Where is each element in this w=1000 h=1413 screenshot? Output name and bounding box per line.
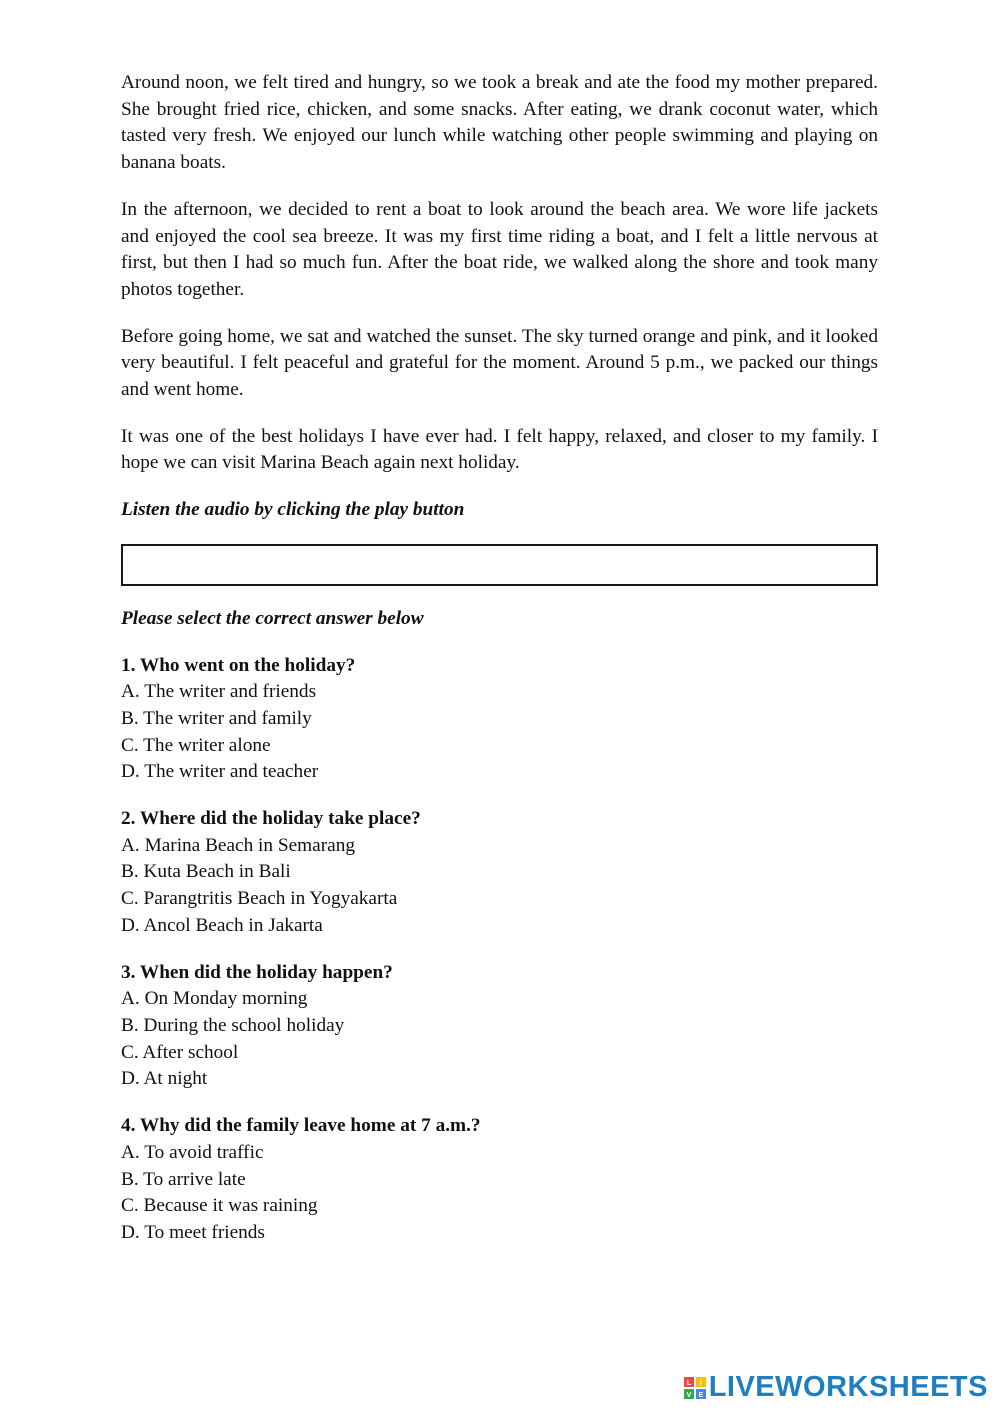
question-4 — [121, 1113, 878, 1247]
answer-option[interactable]: A. On Monday morning — [121, 988, 308, 1010]
question-2 — [121, 806, 878, 940]
svg-text:E: E — [698, 1391, 704, 1399]
story-paragraph-4: It was one of the best holidays I have ever had. I felt happy, relaxed, and closer to my family. I hope we can visit Marina Beach again next holiday. — [121, 425, 878, 474]
answer-option[interactable]: D. The writer and teacher — [121, 761, 319, 783]
question-3 — [121, 960, 878, 1094]
question-title: 2. Where did the holiday take place? — [121, 808, 421, 830]
question-title: 1. Who went on the holiday? — [121, 654, 356, 676]
answer-option[interactable]: A. To avoid traffic — [121, 1141, 264, 1163]
answer-option[interactable]: D. To meet friends — [121, 1221, 265, 1243]
question-title: 3. When did the holiday happen? — [121, 961, 393, 983]
story-paragraph-1: Around noon, we felt tired and hungry, so we took a break and ate the food my mother prepared. She brought fried rice, chicken, and some snacks. After eating, we drank coconut water, which tasted very fresh. We enjoyed our lunch while watching other people swimming and playing on banana boats. — [121, 72, 878, 174]
worksheet-content — [121, 70, 878, 1247]
svg-text:L: L — [686, 1379, 691, 1387]
story-paragraph-2: In the afternoon, we decided to rent a boat to look around the beach area. We wore life jackets and enjoyed the cool sea breeze. It was my first time riding a boat, and I felt a little nervous at first, but then I had so much fun. After the boat ride, we walked along the shore and took many photos together. — [121, 198, 878, 300]
answer-option[interactable]: C. Parangtritis Beach in Yogyakarta — [121, 888, 398, 910]
answer-option[interactable]: D. Ancol Beach in Jakarta — [121, 914, 323, 936]
story-paragraph-3: Before going home, we sat and watched the sunset. The sky turned orange and pink, and it looked very beautiful. I felt peaceful and grateful for the moment. Around 5 p.m., we packed our things and went home. — [121, 325, 878, 401]
answer-option[interactable]: B. During the school holiday — [121, 1014, 345, 1036]
svg-text:V: V — [686, 1391, 692, 1399]
answer-option[interactable]: B. To arrive late — [121, 1168, 246, 1190]
question-1 — [121, 653, 878, 787]
answer-option[interactable]: A. The writer and friends — [121, 681, 317, 703]
answer-option[interactable]: B. Kuta Beach in Bali — [121, 861, 291, 883]
answer-option[interactable]: C. Because it was raining — [121, 1195, 318, 1217]
answer-option[interactable]: C. After school — [121, 1041, 239, 1063]
audio-player-box[interactable] — [121, 544, 878, 586]
answer-option[interactable]: C. The writer alone — [121, 734, 271, 756]
answer-option[interactable]: A. Marina Beach in Semarang — [121, 834, 355, 856]
brand-name: LIVEWORKSHEETS — [708, 1371, 988, 1403]
select-instruction: Please select the correct answer below — [121, 607, 424, 629]
liveworksheets-logo-icon — [684, 1377, 706, 1399]
answer-option[interactable]: B. The writer and family — [121, 707, 312, 729]
answer-option[interactable]: D. At night — [121, 1068, 208, 1090]
svg-text:I: I — [699, 1379, 702, 1387]
question-title: 4. Why did the family leave home at 7 a.m.? — [121, 1115, 481, 1137]
liveworksheets-brand[interactable] — [684, 1373, 988, 1402]
listen-instruction: Listen the audio by clicking the play button — [121, 499, 465, 521]
